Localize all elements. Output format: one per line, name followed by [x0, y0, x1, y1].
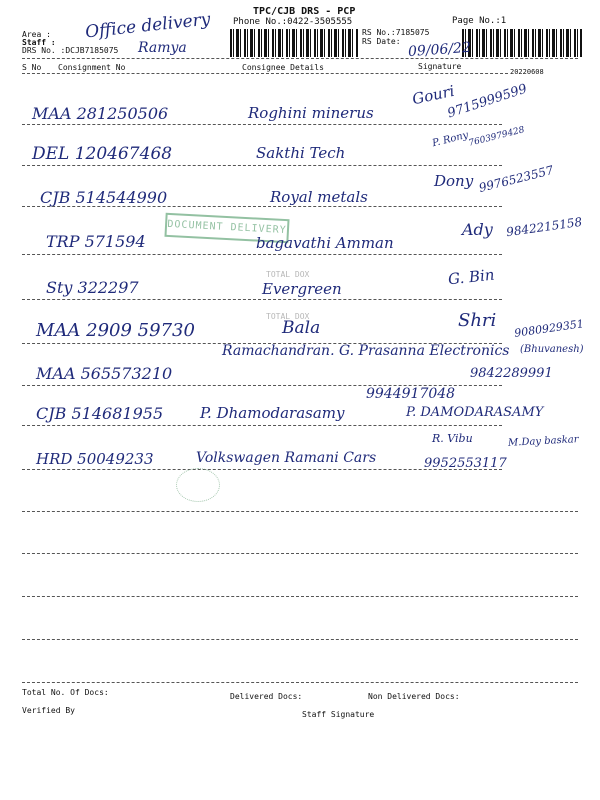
delivered-docs-label: Delivered Docs: — [230, 692, 303, 701]
consignee-name: Volkswagen Ramani Cars — [196, 450, 377, 466]
rs-number: RS No.:7185075 — [362, 28, 430, 37]
column-consignment: Consignment No — [58, 63, 126, 72]
receiver-phone: 7603979428 — [467, 125, 526, 149]
receiver-signature: P. DAMODARASAMY — [406, 405, 544, 420]
receiver-signature: P. Rony — [431, 129, 470, 150]
empty-row-line — [22, 596, 578, 597]
non-delivered-docs-label: Non Delivered Docs: — [368, 692, 460, 701]
column-consignee: Consignee Details — [242, 63, 324, 72]
receiver-signature: Ady — [462, 220, 493, 239]
row-line — [22, 124, 502, 125]
row-line — [22, 469, 502, 470]
empty-row-line — [22, 682, 578, 683]
column-signature: Signature — [418, 62, 462, 71]
row-line — [22, 165, 502, 166]
drs-number: DRS No. :DCJB7185075 — [22, 46, 119, 55]
receiver-phone: 9080929351 — [513, 317, 585, 340]
verified-by-label: Verified By — [22, 706, 75, 715]
phone-number: Phone No.:0422-3505555 — [233, 17, 353, 27]
consignment-number: Sty 322297 — [46, 278, 139, 297]
empty-row-line — [22, 639, 578, 640]
barcode-icon — [462, 29, 582, 57]
consignee-name: Roghini minerus — [248, 104, 374, 122]
consignee-name: Bala — [282, 318, 321, 338]
rs-date-handwritten: 09/06/22 — [407, 39, 472, 61]
receiver-signature: Shri — [458, 310, 497, 331]
page-number: Page No.:1 — [452, 16, 507, 26]
row-line — [22, 299, 502, 300]
receiver-signature: (Bhuvanesh) — [520, 344, 584, 355]
area-handwritten: Office delivery — [84, 9, 212, 43]
barcode-icon — [230, 29, 358, 57]
receiver-signature: Gouri — [410, 81, 457, 109]
area-label: Area : — [22, 30, 51, 39]
receiver-phone: 9715999599 — [445, 81, 530, 122]
row-line — [22, 254, 502, 255]
consignment-number: CJB 514681955 — [36, 404, 164, 423]
row-line — [22, 425, 502, 426]
consignee-name: P. Dhamodarasamy — [200, 404, 345, 422]
consignee-name: bagavathi Amman — [256, 234, 394, 252]
consignment-number: DEL 120467468 — [32, 144, 173, 164]
consignment-number: MAA 281250506 — [32, 104, 169, 123]
receiver-phone: 9842215158 — [505, 214, 583, 240]
row-line — [22, 206, 502, 207]
consignment-number: CJB 514544990 — [40, 188, 168, 207]
staff-label: Staff : — [22, 38, 56, 47]
extra-note: M.Day baskar — [507, 434, 579, 449]
faint-round-stamp-icon — [176, 468, 220, 502]
receiver-phone: 9976523557 — [477, 162, 555, 196]
staff-handwritten: Ramya — [138, 40, 187, 56]
faint-stamp-text: TOTAL DOX — [266, 270, 310, 279]
consignee-name: Ramachandran. G. Prasanna Electronics — [222, 343, 510, 359]
column-divider — [22, 73, 508, 74]
consignment-number: MAA 565573210 — [36, 364, 173, 383]
header-divider — [22, 58, 578, 59]
faint-stamp-text: TOTAL DOX — [266, 312, 310, 321]
receiver-signature: R. Vibu — [432, 432, 473, 445]
receiver-signature: Dony — [434, 172, 474, 190]
staff-signature-label: Staff Signature — [302, 710, 375, 719]
receiver-phone: 9952553117 — [424, 456, 507, 471]
delivery-stamp: DOCUMENT DELIVERY — [164, 213, 289, 243]
empty-row-line — [22, 553, 578, 554]
receiver-signature: G. Bin — [447, 265, 496, 289]
receiver-phone: 9842289991 — [470, 366, 553, 381]
rs-date-label: RS Date: — [362, 37, 401, 46]
printed-date: 20220608 — [510, 68, 544, 76]
consignee-name: Royal metals — [270, 188, 368, 206]
consignment-number: TRP 571594 — [46, 232, 146, 251]
receiver-phone: 9944917048 — [366, 386, 456, 402]
sheet-title: TPC/CJB DRS - PCP — [253, 6, 356, 17]
total-docs-label: Total No. Of Docs: — [22, 688, 109, 697]
consignee-name: Evergreen — [262, 280, 342, 298]
consignee-name: Sakthi Tech — [256, 144, 346, 162]
empty-row-line — [22, 511, 578, 512]
consignment-number: MAA 2909 59730 — [36, 320, 195, 341]
consignment-number: HRD 50049233 — [36, 450, 154, 468]
column-sno: S No — [22, 63, 42, 72]
